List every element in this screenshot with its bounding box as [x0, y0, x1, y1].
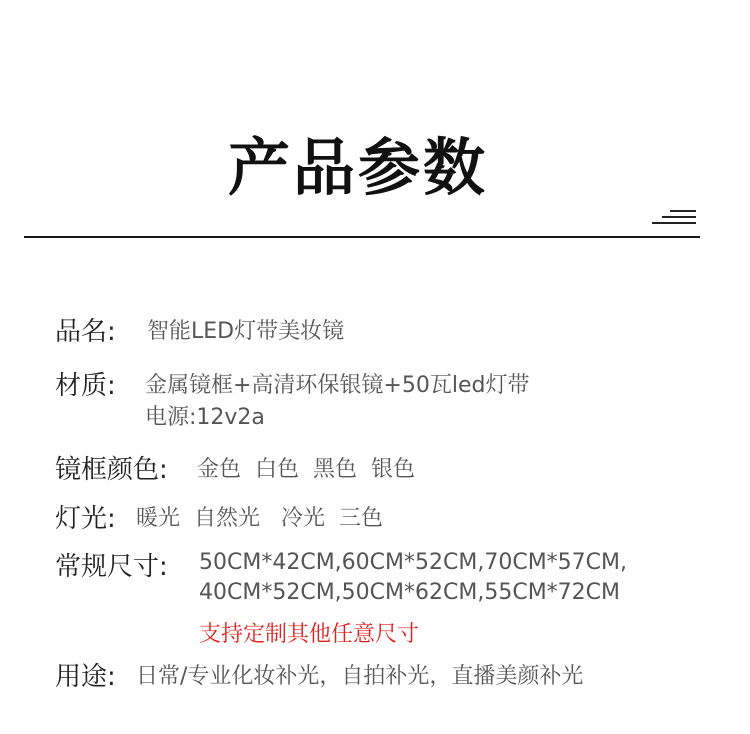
- size-line-1: 50CM*42CM,60CM*52CM,70CM*57CM,: [199, 550, 628, 575]
- usage-value: 日常/专业化妆补光，自拍补光，直播美颜补光: [136, 664, 584, 689]
- material-label: 材质:: [55, 371, 116, 401]
- size-line-2: 40CM*52CM,50CM*62CM,55CM*72CM: [199, 580, 621, 605]
- name-label: 品名:: [55, 317, 116, 347]
- light-value: 暖光 自然光 冷光 三色: [136, 506, 383, 531]
- frame-color-value: 金色 白色 黑色 银色: [197, 457, 415, 482]
- size-label: 常规尺寸:: [55, 552, 168, 582]
- material-value: 金属镜框+高清环保银镜+50瓦led灯带: [145, 373, 530, 398]
- frame-color-label: 镜框颜色:: [55, 455, 168, 485]
- usage-label: 用途:: [55, 662, 116, 692]
- decorative-lines-icon: [652, 208, 698, 226]
- name-value: 智能LED灯带美妆镜: [147, 319, 345, 344]
- title-divider: [24, 236, 700, 238]
- page-title: 产品参数: [227, 131, 488, 204]
- light-label: 灯光:: [55, 504, 116, 534]
- custom-size-note: 支持定制其他任意尺寸: [199, 622, 420, 647]
- power-value: 电源:12v2a: [145, 405, 265, 430]
